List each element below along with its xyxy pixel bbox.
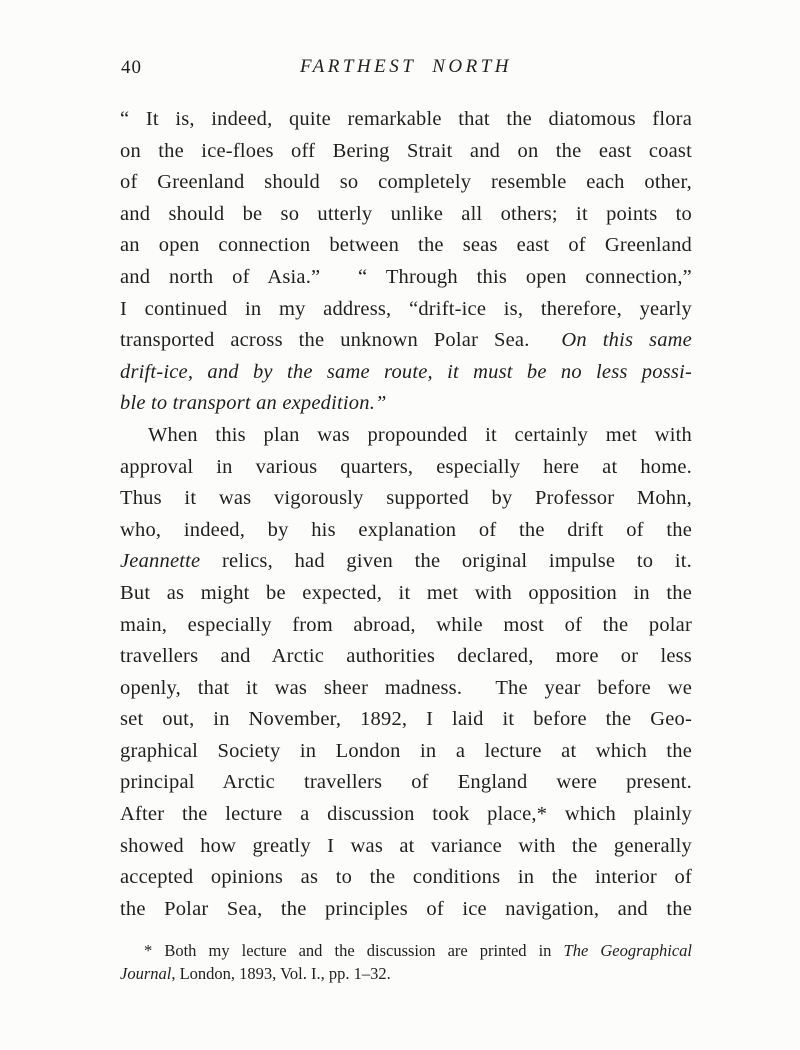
text-line bbox=[120, 230, 692, 262]
text-segment: set out, in November, 1892, I laid it before the Geo- bbox=[120, 708, 692, 731]
text-segment: openly, that it was sheer madness. The year before we bbox=[120, 676, 692, 699]
footnote bbox=[120, 939, 692, 985]
text-segment: I continued in my address, “drift-ice is, therefore, yearly bbox=[120, 297, 692, 320]
text-line bbox=[120, 673, 692, 705]
text-line bbox=[120, 104, 692, 136]
text-line bbox=[120, 452, 692, 484]
text-segment: travellers and Arctic authorities declared, more or less bbox=[120, 645, 692, 668]
italic-text-segment: drift-ice, and by the same route, it must be no less possi- bbox=[120, 360, 692, 383]
running-header bbox=[120, 56, 692, 82]
text-line bbox=[120, 167, 692, 199]
text-segment: Thus it was vigorously supported by Professor Mohn, bbox=[120, 487, 692, 510]
text-line bbox=[120, 939, 692, 962]
text-line bbox=[120, 862, 692, 894]
text-segment: “ It is, indeed, quite remarkable that the diatomous flora bbox=[120, 108, 692, 130]
italic-text-segment: ble to transport an expedition.” bbox=[120, 392, 387, 415]
text-segment: who, indeed, by his explanation of the drift of the bbox=[120, 518, 692, 541]
text-line bbox=[120, 199, 692, 231]
text-line bbox=[120, 420, 692, 452]
text-line bbox=[120, 483, 692, 515]
text-segment: transported across the unknown Polar Sea. bbox=[120, 329, 562, 352]
text-segment: an open connection between the seas east of Greenland bbox=[120, 234, 692, 257]
text-line bbox=[120, 262, 692, 294]
text-segment: , London, 1893, Vol. I., pp. 1–32. bbox=[171, 964, 391, 984]
text-segment: the Polar Sea, the principles of ice navigation, and the bbox=[120, 897, 692, 920]
text-line bbox=[120, 578, 692, 610]
text-segment: approval in various quarters, especially here at home. bbox=[120, 455, 692, 478]
text-segment: After the lecture a discussion took place,* which plainly bbox=[120, 803, 692, 826]
text-segment: and north of Asia.” “ Through this open connection,” bbox=[120, 265, 692, 288]
text-segment: relics, had given the original impulse to it. bbox=[200, 550, 692, 573]
text-line bbox=[120, 515, 692, 547]
italic-text-segment: The Geographical bbox=[563, 941, 692, 961]
text-segment: of Greenland should so completely resemble each other, bbox=[120, 171, 692, 194]
text-line bbox=[120, 962, 692, 985]
text-segment: main, especially from abroad, while most of the polar bbox=[120, 613, 692, 636]
text-segment: When this plan was propounded it certainly met with bbox=[148, 423, 692, 446]
text-line bbox=[120, 136, 692, 168]
text-line bbox=[120, 294, 692, 326]
text-line bbox=[120, 610, 692, 642]
text-line bbox=[120, 388, 692, 420]
text-segment: and should be so utterly unlike all others; it points to bbox=[120, 202, 692, 225]
text-line bbox=[120, 799, 692, 831]
running-head-title: FARTHEST NORTH bbox=[299, 56, 513, 77]
italic-text-segment: On this same bbox=[561, 329, 692, 352]
italic-text-segment: Jeannette bbox=[120, 550, 201, 573]
text-segment: graphical Society in London in a lecture at which the bbox=[120, 739, 692, 762]
text-line bbox=[120, 767, 692, 799]
text-segment: But as might be expected, it met with opposition in the bbox=[120, 581, 692, 604]
paragraph bbox=[120, 104, 692, 420]
text-segment: on the ice-floes off Bering Strait and on the east coast bbox=[120, 139, 692, 162]
text-segment: principal Arctic travellers of England were present. bbox=[120, 771, 692, 794]
text-segment: accepted opinions as to the conditions in the interior of bbox=[120, 866, 692, 889]
text-line bbox=[120, 357, 692, 389]
text-line bbox=[120, 831, 692, 863]
page-number: 40 bbox=[121, 57, 142, 78]
text-segment: * Both my lecture and the discussion are printed in bbox=[144, 941, 564, 961]
text-line bbox=[120, 704, 692, 736]
text-line bbox=[120, 736, 692, 768]
text-column bbox=[120, 56, 692, 985]
text-line bbox=[120, 325, 692, 357]
paragraph bbox=[120, 420, 692, 926]
text-segment: showed how greatly I was at variance with the generally bbox=[120, 834, 692, 857]
text-line bbox=[120, 546, 692, 578]
italic-text-segment: Journal bbox=[120, 964, 172, 984]
body-text bbox=[120, 104, 692, 925]
text-line bbox=[120, 641, 692, 673]
text-line bbox=[120, 894, 692, 926]
